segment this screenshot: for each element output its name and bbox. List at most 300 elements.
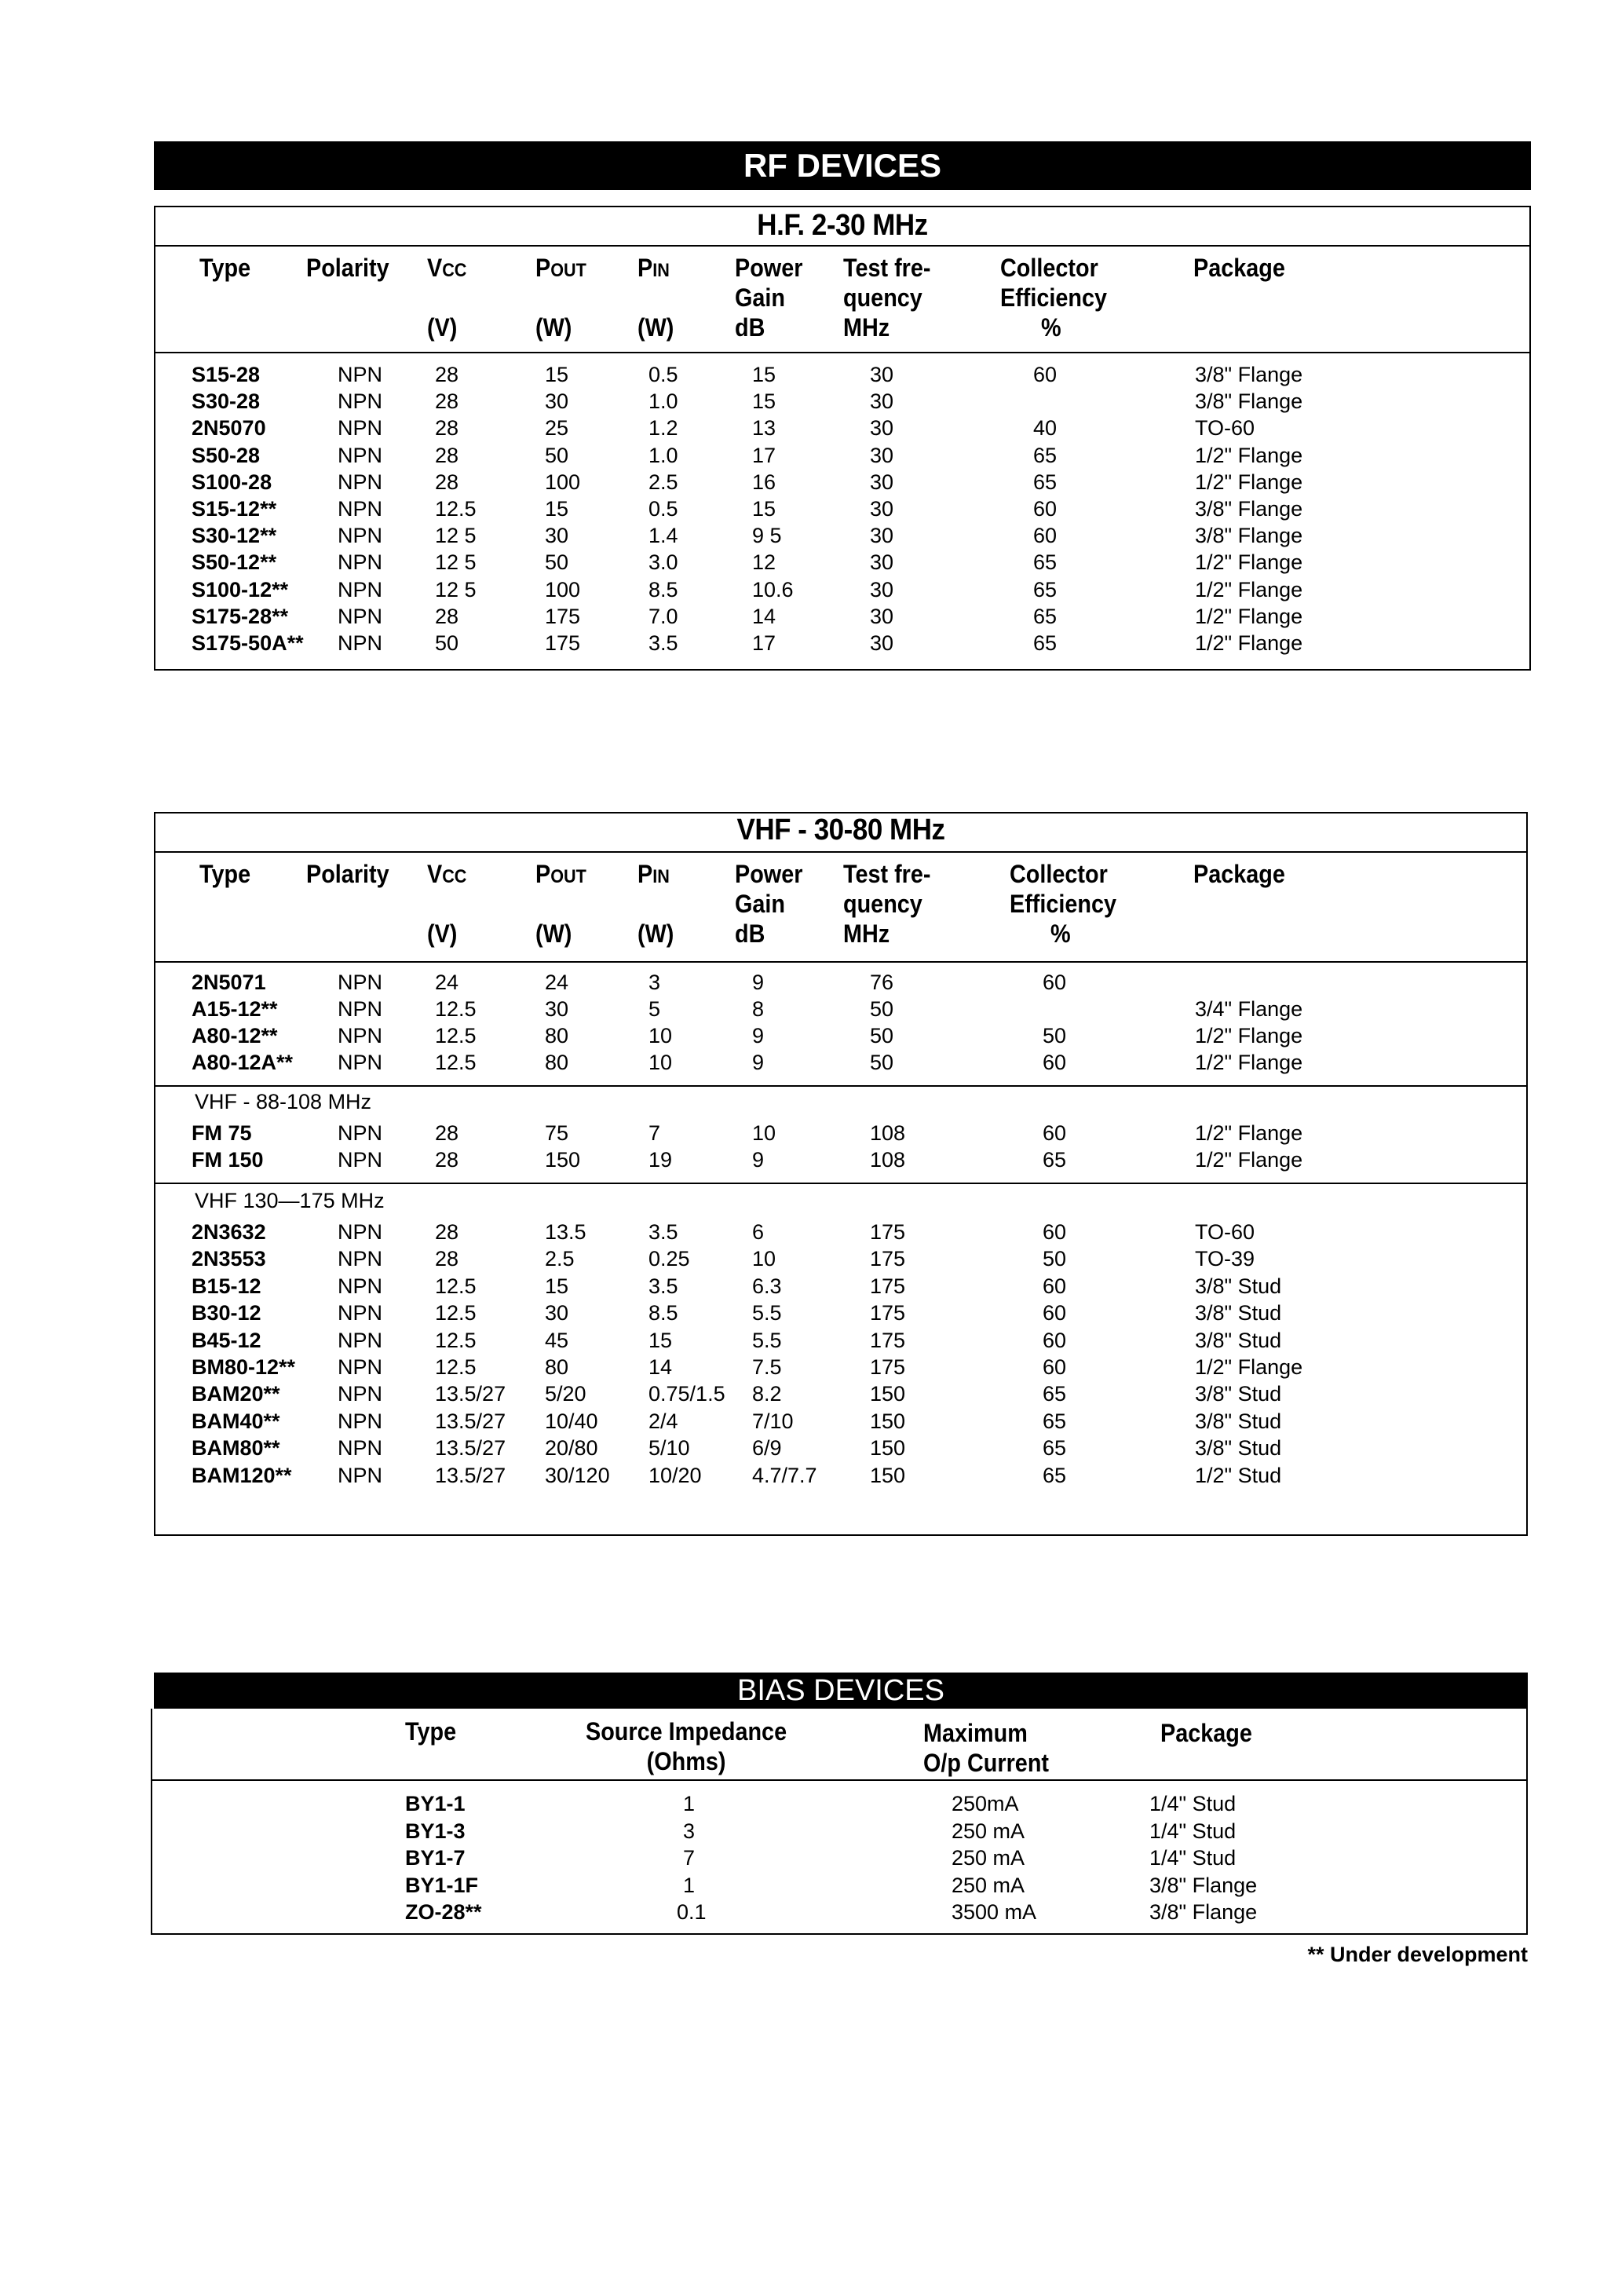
- bias-devices-banner: [154, 1673, 1528, 1709]
- footnote-under-development: ** Under development: [1307, 1943, 1528, 1966]
- vhf-c-pin-cell: 8.5: [648, 1301, 678, 1325]
- efficiency-unit: %: [1050, 919, 1071, 948]
- hf-gain-cell: 10.6: [752, 577, 794, 601]
- vcc-header: [427, 253, 466, 286]
- vhf-a-gain-cell: 8: [752, 997, 765, 1021]
- vhf-c-pin-cell: 3.5: [648, 1220, 678, 1244]
- hf-pout-cell: 50: [545, 550, 569, 575]
- efficiency-unit: %: [1041, 313, 1061, 342]
- bias-package-cell: 1/4" Stud: [1149, 1819, 1237, 1843]
- source-impedance-header: Source Impedance (Ohms): [586, 1717, 787, 1775]
- hf-type-cell: S15-12**: [192, 497, 277, 521]
- hf-pout-cell: 175: [545, 604, 581, 628]
- vhf-c-type-cell: BM80-12**: [192, 1355, 296, 1379]
- vhf-c-frequency-cell: 150: [870, 1436, 906, 1461]
- vhf-c-pin-cell: 0.75/1.5: [648, 1382, 725, 1406]
- hf-frequency-cell: 30: [870, 631, 894, 655]
- vhf-a-pout-cell: 80: [545, 1024, 569, 1047]
- hf-type-cell: S100-12**: [192, 577, 289, 601]
- vhf-a-efficiency-cell: 50: [1043, 1024, 1067, 1047]
- polarity-header: Polarity: [306, 860, 389, 888]
- hf-efficiency-cell: 65: [1033, 470, 1058, 494]
- vhf-a-gain-cell: 9: [752, 1051, 765, 1074]
- vhf-c-package-cell: 3/8" Stud: [1195, 1409, 1282, 1433]
- type-header: Type: [199, 254, 251, 282]
- pin-header-letter: P: [637, 254, 653, 282]
- vcc-header-subscript: CC: [442, 866, 467, 887]
- vhf-c-efficiency-cell: 65: [1043, 1463, 1067, 1487]
- vhf-c-polarity-cell: NPN: [338, 1382, 383, 1406]
- vhf-c-efficiency-cell: 60: [1043, 1301, 1067, 1325]
- hf-polarity-cell: NPN: [338, 631, 383, 655]
- vhf-a-pout-cell: 24: [545, 971, 569, 994]
- vhf-a-type-cell: A15-12**: [192, 997, 278, 1021]
- vhf-c-package-cell: 1/2" Stud: [1195, 1463, 1282, 1487]
- vhf-a-vcc-cell: 12.5: [435, 1024, 477, 1047]
- vhf-c-pout-cell: 15: [545, 1274, 569, 1298]
- hf-package-cell: 1/2" Flange: [1195, 577, 1303, 601]
- rf-devices-banner: [154, 141, 1531, 190]
- hf-pout-cell: 175: [545, 631, 581, 655]
- vhf-a-efficiency-cell: 60: [1043, 1051, 1067, 1074]
- bias-table: [151, 1709, 1528, 1935]
- bias-impedance-cell: 0.1: [677, 1900, 707, 1924]
- vhf-c-polarity-cell: NPN: [338, 1220, 383, 1244]
- hf-vcc-cell: 12 5: [435, 524, 477, 548]
- hf-package-cell: 3/8" Flange: [1195, 363, 1303, 386]
- vhf-c-polarity-cell: NPN: [338, 1463, 383, 1487]
- pin-header-letter: P: [637, 860, 653, 888]
- vhf-c-vcc-cell: 13.5/27: [435, 1463, 506, 1487]
- vhf-c-frequency-cell: 175: [870, 1301, 906, 1325]
- test-frequency-header: Test fre- quency MHz: [843, 860, 931, 948]
- hf-frequency-cell: 30: [870, 604, 894, 628]
- bias-impedance-cell: 3: [683, 1819, 696, 1843]
- vcc-header-subscript: CC: [442, 260, 467, 281]
- hf-type-cell: S30-28: [192, 389, 261, 414]
- hf-title: H.F. 2-30 MHz: [757, 209, 928, 242]
- vhf-c-gain-cell: 8.2: [752, 1382, 782, 1406]
- vhf-c-package-cell: TO-39: [1195, 1247, 1255, 1271]
- hf-efficiency-cell: 60: [1033, 524, 1058, 548]
- vhf-a-polarity-cell: NPN: [338, 1051, 383, 1074]
- vhf-c-pout-cell: 13.5: [545, 1220, 586, 1244]
- hf-gain-cell: 17: [752, 631, 776, 655]
- vhf-c-frequency-cell: 150: [870, 1382, 906, 1406]
- hf-pin-cell: 3.0: [648, 550, 678, 575]
- vhf-c-gain-cell: 6: [752, 1220, 765, 1244]
- vhf-b-polarity-cell: NPN: [338, 1121, 383, 1145]
- vhf-table: [154, 812, 1528, 1536]
- vhf-c-type-cell: 2N3632: [192, 1220, 266, 1244]
- hf-pout-cell: 15: [545, 497, 569, 521]
- hf-pin-cell: 2.5: [648, 470, 678, 494]
- vhf-c-gain-cell: 4.7/7.7: [752, 1463, 817, 1487]
- test-frequency-header: Test fre- quency MHz: [843, 254, 931, 342]
- vhf-c-package-cell: 3/8" Stud: [1195, 1436, 1282, 1461]
- pout-header: [535, 253, 586, 286]
- vhf-c-type-cell: BAM40**: [192, 1409, 280, 1433]
- vhf-title: VHF - 30-80 MHz: [736, 813, 945, 846]
- vhf-c-frequency-cell: 175: [870, 1247, 906, 1271]
- hf-vcc-cell: 28: [435, 416, 459, 441]
- vhf-c-vcc-cell: 12.5: [435, 1328, 477, 1352]
- vhf-a-gain-cell: 9: [752, 971, 765, 994]
- hf-pin-cell: 0.5: [648, 497, 678, 521]
- vhf-c-vcc-cell: 13.5/27: [435, 1382, 506, 1406]
- hf-vcc-cell: 28: [435, 363, 459, 386]
- vhf-a-package-cell: 1/2" Flange: [1195, 1051, 1303, 1074]
- hf-pout-cell: 100: [545, 470, 581, 494]
- hf-gain-cell: 16: [752, 470, 776, 494]
- bias-package-cell: 3/8" Flange: [1149, 1873, 1258, 1897]
- vhf-c-polarity-cell: NPN: [338, 1409, 383, 1433]
- hf-gain-cell: 12: [752, 550, 776, 575]
- hf-type-cell: S175-28**: [192, 604, 289, 628]
- vhf-b-package-cell: 1/2" Flange: [1195, 1121, 1303, 1145]
- pin-unit: (W): [637, 919, 674, 948]
- hf-gain-cell: 9 5: [752, 524, 782, 548]
- pin-header: [637, 859, 670, 892]
- pout-header-subscript: OUT: [550, 260, 586, 281]
- vhf-c-gain-cell: 7.5: [752, 1355, 782, 1379]
- hf-polarity-cell: NPN: [338, 389, 383, 414]
- vhf-a-gain-cell: 9: [752, 1024, 765, 1047]
- vhf-c-gain-cell: 10: [752, 1247, 776, 1271]
- bias-package-cell: 3/8" Flange: [1149, 1900, 1258, 1924]
- hf-frequency-cell: 30: [870, 416, 894, 441]
- vhf-a-polarity-cell: NPN: [338, 997, 383, 1021]
- hf-efficiency-cell: 65: [1033, 631, 1058, 655]
- hf-polarity-cell: NPN: [338, 443, 383, 467]
- vhf-c-package-cell: 3/8" Stud: [1195, 1382, 1282, 1406]
- vhf-c-efficiency-cell: 60: [1043, 1220, 1067, 1244]
- bias-devices-title: BIAS DEVICES: [737, 1674, 944, 1707]
- bias-type-cell: BY1-1F: [405, 1873, 479, 1897]
- bias-current-cell: 250mA: [952, 1792, 1019, 1815]
- hf-package-cell: 1/2" Flange: [1195, 550, 1303, 575]
- vcc-unit: (V): [427, 919, 458, 948]
- vhf-c-efficiency-cell: 65: [1043, 1436, 1067, 1461]
- vhf-c-type-cell: B15-12: [192, 1274, 261, 1298]
- vhf-a-frequency-cell: 76: [870, 971, 894, 994]
- vhf-a-efficiency-cell: 60: [1043, 971, 1067, 994]
- vcc-header: [427, 859, 466, 892]
- vhf-c-pout-cell: 2.5: [545, 1247, 575, 1271]
- vhf-c-efficiency-cell: 50: [1043, 1247, 1067, 1271]
- hf-package-cell: 1/2" Flange: [1195, 470, 1303, 494]
- hf-pin-cell: 1.0: [648, 389, 678, 414]
- hf-polarity-cell: NPN: [338, 416, 383, 441]
- vhf-c-pout-cell: 30: [545, 1301, 569, 1325]
- vcc-header-letter: V: [427, 860, 443, 888]
- hf-gain-cell: 14: [752, 604, 776, 628]
- hf-pin-cell: 1.4: [648, 524, 678, 548]
- vhf-c-polarity-cell: NPN: [338, 1274, 383, 1298]
- vhf-c-frequency-cell: 150: [870, 1463, 906, 1487]
- vhf-c-efficiency-cell: 60: [1043, 1274, 1067, 1298]
- vhf-c-gain-cell: 5.5: [752, 1301, 782, 1325]
- hf-type-cell: S175-50A**: [192, 631, 304, 655]
- hf-type-cell: 2N5070: [192, 416, 266, 441]
- vhf-a-package-cell: 1/2" Flange: [1195, 1024, 1303, 1047]
- vhf-c-package-cell: 3/8" Stud: [1195, 1328, 1282, 1352]
- hf-frequency-cell: 30: [870, 550, 894, 575]
- power-gain-header: Power Gain dB: [735, 254, 803, 342]
- vhf-a-frequency-cell: 50: [870, 1051, 894, 1074]
- vhf-c-pout-cell: 30/120: [545, 1463, 610, 1487]
- vhf-c-type-cell: BAM80**: [192, 1436, 280, 1461]
- vhf-c-pin-cell: 15: [648, 1328, 673, 1352]
- vhf-c-polarity-cell: NPN: [338, 1328, 383, 1352]
- vhf-b-pout-cell: 150: [545, 1148, 581, 1172]
- vhf-c-gain-cell: 7/10: [752, 1409, 794, 1433]
- vhf-c-pout-cell: 10/40: [545, 1409, 598, 1433]
- hf-vcc-cell: 28: [435, 443, 459, 467]
- vhf-a-pout-cell: 80: [545, 1051, 569, 1074]
- vhf-c-type-cell: 2N3553: [192, 1247, 266, 1271]
- hf-gain-cell: 15: [752, 363, 776, 386]
- hf-efficiency-cell: 65: [1033, 604, 1058, 628]
- vhf-b-pin-cell: 19: [648, 1148, 673, 1172]
- hf-pout-cell: 30: [545, 389, 569, 414]
- hf-frequency-cell: 30: [870, 443, 894, 467]
- vhf-c-frequency-cell: 175: [870, 1274, 906, 1298]
- hf-type-cell: S50-28: [192, 443, 261, 467]
- bias-type-header: Type: [405, 1717, 457, 1746]
- vhf-c-pout-cell: 20/80: [545, 1436, 598, 1461]
- bias-current-cell: 250 mA: [952, 1846, 1025, 1870]
- hf-package-cell: 3/8" Flange: [1195, 524, 1303, 548]
- hf-table: [154, 206, 1531, 671]
- vhf-c-package-cell: TO-60: [1195, 1220, 1255, 1244]
- polarity-header: Polarity: [306, 254, 389, 282]
- vhf-c-frequency-cell: 175: [870, 1355, 906, 1379]
- vhf-c-gain-cell: 5.5: [752, 1328, 782, 1352]
- hf-pin-cell: 1.0: [648, 443, 678, 467]
- hf-package-cell: 1/2" Flange: [1195, 631, 1303, 655]
- vhf-a-pin-cell: 5: [648, 997, 661, 1021]
- hf-type-cell: S50-12**: [192, 550, 277, 575]
- vhf-b-type-cell: FM 150: [192, 1148, 264, 1172]
- vhf-c-pin-cell: 14: [648, 1355, 673, 1379]
- vhf-a-pout-cell: 30: [545, 997, 569, 1021]
- vhf-c-package-cell: 1/2" Flange: [1195, 1355, 1303, 1379]
- vhf-c-gain-cell: 6.3: [752, 1274, 782, 1298]
- bias-type-cell: BY1-7: [405, 1846, 466, 1870]
- vhf-a-type-cell: A80-12A**: [192, 1051, 294, 1074]
- vhf-c-pout-cell: 80: [545, 1355, 569, 1379]
- vhf-a-type-cell: 2N5071: [192, 971, 266, 994]
- vhf-c-pin-cell: 2/4: [648, 1409, 678, 1433]
- hf-pin-cell: 7.0: [648, 604, 678, 628]
- hf-pout-cell: 30: [545, 524, 569, 548]
- maximum-current-header: Maximum O/p Current: [923, 1719, 1050, 1777]
- hf-gain-cell: 17: [752, 443, 776, 467]
- hf-pin-cell: 8.5: [648, 577, 678, 601]
- bias-type-cell: BY1-1: [405, 1792, 466, 1815]
- pout-unit: (W): [535, 919, 572, 948]
- bias-current-cell: 250 mA: [952, 1873, 1025, 1897]
- pout-header-subscript: OUT: [550, 866, 586, 887]
- vhf-c-vcc-cell: 28: [435, 1247, 459, 1271]
- vhf-c-frequency-cell: 175: [870, 1220, 906, 1244]
- vhf-b-vcc-cell: 28: [435, 1148, 459, 1172]
- hf-package-cell: 3/8" Flange: [1195, 389, 1303, 414]
- vhf-c-vcc-cell: 13.5/27: [435, 1409, 506, 1433]
- vhf-130-175-label: VHF 130—175 MHz: [195, 1189, 385, 1212]
- pin-header-subscript: IN: [652, 866, 670, 887]
- hf-vcc-cell: 12.5: [435, 497, 477, 521]
- hf-pin-cell: 0.5: [648, 363, 678, 386]
- vhf-a-polarity-cell: NPN: [338, 971, 383, 994]
- hf-polarity-cell: NPN: [338, 550, 383, 575]
- vhf-c-vcc-cell: 12.5: [435, 1301, 477, 1325]
- vhf-c-efficiency-cell: 60: [1043, 1355, 1067, 1379]
- vhf-c-efficiency-cell: 65: [1043, 1409, 1067, 1433]
- hf-polarity-cell: NPN: [338, 363, 383, 386]
- package-header: Package: [1193, 254, 1285, 282]
- vhf-a-type-cell: A80-12**: [192, 1024, 278, 1047]
- hf-frequency-cell: 30: [870, 470, 894, 494]
- vhf-a-frequency-cell: 50: [870, 997, 894, 1021]
- pout-header: [535, 859, 586, 892]
- vhf-b-efficiency-cell: 60: [1043, 1121, 1067, 1145]
- vhf-c-vcc-cell: 12.5: [435, 1274, 477, 1298]
- vhf-c-polarity-cell: NPN: [338, 1301, 383, 1325]
- hf-polarity-cell: NPN: [338, 497, 383, 521]
- vhf-c-vcc-cell: 28: [435, 1220, 459, 1244]
- hf-efficiency-cell: 60: [1033, 497, 1058, 521]
- pout-header-letter: P: [535, 860, 551, 888]
- hf-gain-cell: 15: [752, 497, 776, 521]
- vhf-a-vcc-cell: 24: [435, 971, 459, 994]
- bias-impedance-cell: 1: [683, 1873, 696, 1897]
- bias-package-cell: 1/4" Stud: [1149, 1846, 1237, 1870]
- vhf-c-vcc-cell: 13.5/27: [435, 1436, 506, 1461]
- hf-polarity-cell: NPN: [338, 604, 383, 628]
- vhf-c-type-cell: BAM120**: [192, 1463, 292, 1487]
- hf-type-cell: S30-12**: [192, 524, 277, 548]
- vhf-a-vcc-cell: 12.5: [435, 997, 477, 1021]
- vhf-b-gain-cell: 10: [752, 1121, 776, 1145]
- pout-header-letter: P: [535, 254, 551, 282]
- vhf-c-frequency-cell: 150: [870, 1409, 906, 1433]
- vhf-c-frequency-cell: 175: [870, 1328, 906, 1352]
- vhf-b-vcc-cell: 28: [435, 1121, 459, 1145]
- vhf-c-type-cell: B30-12: [192, 1301, 261, 1325]
- vhf-b-efficiency-cell: 65: [1043, 1148, 1067, 1172]
- hf-vcc-cell: 12 5: [435, 577, 477, 601]
- type-header: Type: [199, 860, 251, 888]
- pin-unit: (W): [637, 313, 674, 342]
- hf-frequency-cell: 30: [870, 497, 894, 521]
- vhf-b-type-cell: FM 75: [192, 1121, 252, 1145]
- hf-type-cell: S15-28: [192, 363, 261, 386]
- hf-pout-cell: 15: [545, 363, 569, 386]
- vhf-a-pin-cell: 10: [648, 1024, 673, 1047]
- vhf-c-pin-cell: 3.5: [648, 1274, 678, 1298]
- vhf-c-pin-cell: 5/10: [648, 1436, 690, 1461]
- vhf-c-pout-cell: 5/20: [545, 1382, 586, 1406]
- hf-efficiency-cell: 40: [1033, 416, 1058, 441]
- vhf-c-efficiency-cell: 60: [1043, 1328, 1067, 1352]
- hf-frequency-cell: 30: [870, 524, 894, 548]
- hf-type-cell: S100-28: [192, 470, 272, 494]
- pin-header: [637, 253, 670, 286]
- vhf-a-frequency-cell: 50: [870, 1024, 894, 1047]
- hf-vcc-cell: 28: [435, 604, 459, 628]
- hf-gain-cell: 15: [752, 389, 776, 414]
- vhf-b-package-cell: 1/2" Flange: [1195, 1148, 1303, 1172]
- vhf-c-vcc-cell: 12.5: [435, 1355, 477, 1379]
- vhf-b-gain-cell: 9: [752, 1148, 765, 1172]
- vhf-88-108-label: VHF - 88-108 MHz: [195, 1090, 372, 1113]
- hf-polarity-cell: NPN: [338, 577, 383, 601]
- hf-gain-cell: 13: [752, 416, 776, 441]
- vhf-b-pout-cell: 75: [545, 1121, 569, 1145]
- hf-efficiency-cell: 65: [1033, 443, 1058, 467]
- hf-frequency-cell: 30: [870, 389, 894, 414]
- pin-header-subscript: IN: [652, 260, 670, 281]
- package-header: Package: [1193, 860, 1285, 888]
- hf-vcc-cell: 28: [435, 470, 459, 494]
- vhf-c-polarity-cell: NPN: [338, 1247, 383, 1271]
- vhf-c-pin-cell: 0.25: [648, 1247, 690, 1271]
- vhf-a-pin-cell: 10: [648, 1051, 673, 1074]
- vhf-c-gain-cell: 6/9: [752, 1436, 782, 1461]
- vhf-c-polarity-cell: NPN: [338, 1436, 383, 1461]
- hf-polarity-cell: NPN: [338, 470, 383, 494]
- vhf-b-frequency-cell: 108: [870, 1121, 906, 1145]
- collector-efficiency-header: Collector Efficiency: [1010, 860, 1117, 918]
- vhf-c-pout-cell: 45: [545, 1328, 569, 1352]
- bias-current-cell: 3500 mA: [952, 1900, 1037, 1924]
- hf-package-cell: 1/2" Flange: [1195, 604, 1303, 628]
- rf-devices-title: RF DEVICES: [743, 147, 942, 184]
- hf-pin-cell: 1.2: [648, 416, 678, 441]
- vhf-b-polarity-cell: NPN: [338, 1148, 383, 1172]
- collector-efficiency-header: Collector Efficiency: [1000, 254, 1108, 312]
- vhf-c-type-cell: B45-12: [192, 1328, 261, 1352]
- vhf-a-vcc-cell: 12.5: [435, 1051, 477, 1074]
- vhf-c-package-cell: 3/8" Stud: [1195, 1274, 1282, 1298]
- bias-current-cell: 250 mA: [952, 1819, 1025, 1843]
- hf-efficiency-cell: 60: [1033, 363, 1058, 386]
- hf-polarity-cell: NPN: [338, 524, 383, 548]
- vhf-c-efficiency-cell: 65: [1043, 1382, 1067, 1406]
- hf-package-cell: 3/8" Flange: [1195, 497, 1303, 521]
- pout-unit: (W): [535, 313, 572, 342]
- vhf-a-package-cell: 3/4" Flange: [1195, 997, 1303, 1021]
- hf-pout-cell: 100: [545, 577, 581, 601]
- vhf-c-package-cell: 3/8" Stud: [1195, 1301, 1282, 1325]
- vhf-a-polarity-cell: NPN: [338, 1024, 383, 1047]
- bias-package-header: Package: [1160, 1719, 1252, 1747]
- hf-pout-cell: 50: [545, 443, 569, 467]
- hf-efficiency-cell: 65: [1033, 550, 1058, 575]
- bias-type-cell: BY1-3: [405, 1819, 466, 1843]
- vhf-b-frequency-cell: 108: [870, 1148, 906, 1172]
- hf-package-cell: TO-60: [1195, 416, 1255, 441]
- bias-type-cell: ZO-28**: [405, 1900, 482, 1924]
- hf-pout-cell: 25: [545, 416, 569, 441]
- bias-impedance-cell: 1: [683, 1792, 696, 1815]
- vhf-c-polarity-cell: NPN: [338, 1355, 383, 1379]
- vhf-b-pin-cell: 7: [648, 1121, 661, 1145]
- hf-vcc-cell: 28: [435, 389, 459, 414]
- vcc-header-letter: V: [427, 254, 443, 282]
